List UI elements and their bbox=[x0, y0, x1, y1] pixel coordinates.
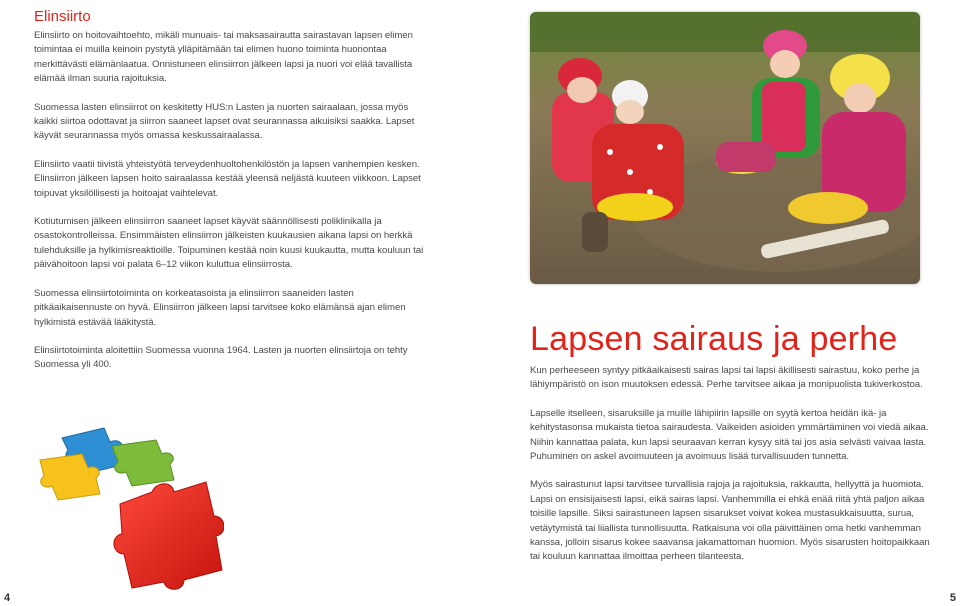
right-text-block bbox=[530, 364, 930, 565]
puzzle-pieces-illustration bbox=[34, 420, 224, 590]
paragraph-4: Kotiutumisen jälkeen elinsiirron saaneet lapset käyvät säännöllisesti poliklinikalla ja osastokontrolleissa. Ensimmäisten elinsiirron jälkeisten kuukausien aikana lapsi on herkkä tulehduksille ja hylkimisreaktioille. Toipuminen kestää noin kuusi kuukautta, mutta kouluun tai päivähoitoon lapsi voi palata 6–12 viikon kuluttua elinsiirrosta. bbox=[34, 216, 424, 271]
paragraph-1: Elinsiirto on hoitovaihtoehto, mikäli munuais- tai maksasairautta sairastavan lapsen elimen toimintaa ei muilla keinoin pystytä ylläpitämään tai elimen huono toiminta huonontaa merkittävästi elämänlaatua. Onnistuneen elinsiirron jälkeen lapsi ja nuori voi elää tavallista elämää ilman suuria rajoituksia. bbox=[34, 30, 413, 85]
section-heading: Elinsiirto bbox=[34, 8, 91, 25]
page-number-left: 4 bbox=[4, 592, 11, 604]
page-title: Lapsen sairaus ja perhe bbox=[530, 320, 898, 358]
paragraph-3: Elinsiirto vaatii tiivistä yhteistyötä terveydenhuoltohenkilöstön ja lapsen vanhempien kesken. Elinsiirron jälkeen lapsen hoito sairaalassa kestää yleensä neljästä kuuteen viikkoon. Lapset toipuvat yksilöllisesti ja hoitoajat vaihtelevat. bbox=[34, 158, 421, 199]
paragraph-5: Suomessa elinsiirtotoiminta on korkeatasoista ja elinsiirron saaneiden lasten pitkäaikaisennuste on hyvä. Elinsiirron jälkeen lapsi tarvitsee koko elämänsä ajan elimen hylkimistä estävää lääkitystä. bbox=[34, 287, 406, 328]
paragraph-2: Suomessa lasten elinsiirrot on keskitetty HUS:n Lasten ja nuorten sairaalaan, jossa myös kaikki siirtoa odottavat ja siirron saaneet lapset ovat seurannassa aikuisiksi saakka. Lapset käyvät seurannassa myös omassa keskussairaalassa. bbox=[34, 101, 415, 142]
left-text-column bbox=[34, 8, 430, 373]
right-paragraph-2: Lapselle itselleen, sisaruksille ja muille lähipiirin lapsille on syytä kertoa heidän ikä- ja kehitystasonsa mukaista tietoa sairaudesta. Vaikeiden asioiden ymmärtäminen voi viedä aikaa. Niihin kannattaa palata, kun lapsi seuraavan kerran kysyy sitä tai jos asia selvästi vaivaa lasta. Puhuminen on askel avoimuuteen ja avoimuus lisää turvallisuuden tunnetta. bbox=[530, 407, 929, 463]
paragraph-6: Elinsiirtotoiminta aloitettiin Suomessa vuonna 1964. Lasten ja nuorten elinsiirtoja on tehty Suomessa yli 400. bbox=[34, 344, 408, 371]
red-puzzle-piece bbox=[114, 482, 224, 589]
green-puzzle-piece bbox=[112, 440, 174, 486]
right-paragraph-3: Myös sairastunut lapsi tarvitsee turvallisia rajoja ja rajoituksia, rakkautta, hellyyttä ja huomiota. Lapsi on ensisijaisesti lapsi, eikä sairas lapsi. Vanhemmilla ei ehkä enää riitä yhtä paljon aikaa toisille lapsille. Siksi sairastuneen lapsen sisarukset voivat kokea mustasukkaisuutta, surua, vetäytymistä tai liiallista tunnollisuutta. Ratkaisuna voi olla päivittäinen oma hetki vanhemman kanssa, jolloin sisarus kokee saavansa jakamattoman huomion. Myös sisarusten hoitopaikkaan tai kouluun kannattaa ilmoittaa perheen tilanteesta. bbox=[530, 479, 930, 563]
right-paragraph-1: Kun perheeseen syntyy pitkäaikaisesti sairas lapsi tai lapsi äkillisesti sairastuu, koko perhe ja lähiympäristö on ison muutoksen edessä. Perhe tarvitsee aikaa ja monipuolista tukiverkostoa. bbox=[530, 365, 923, 391]
page-number-right: 5 bbox=[949, 592, 956, 604]
